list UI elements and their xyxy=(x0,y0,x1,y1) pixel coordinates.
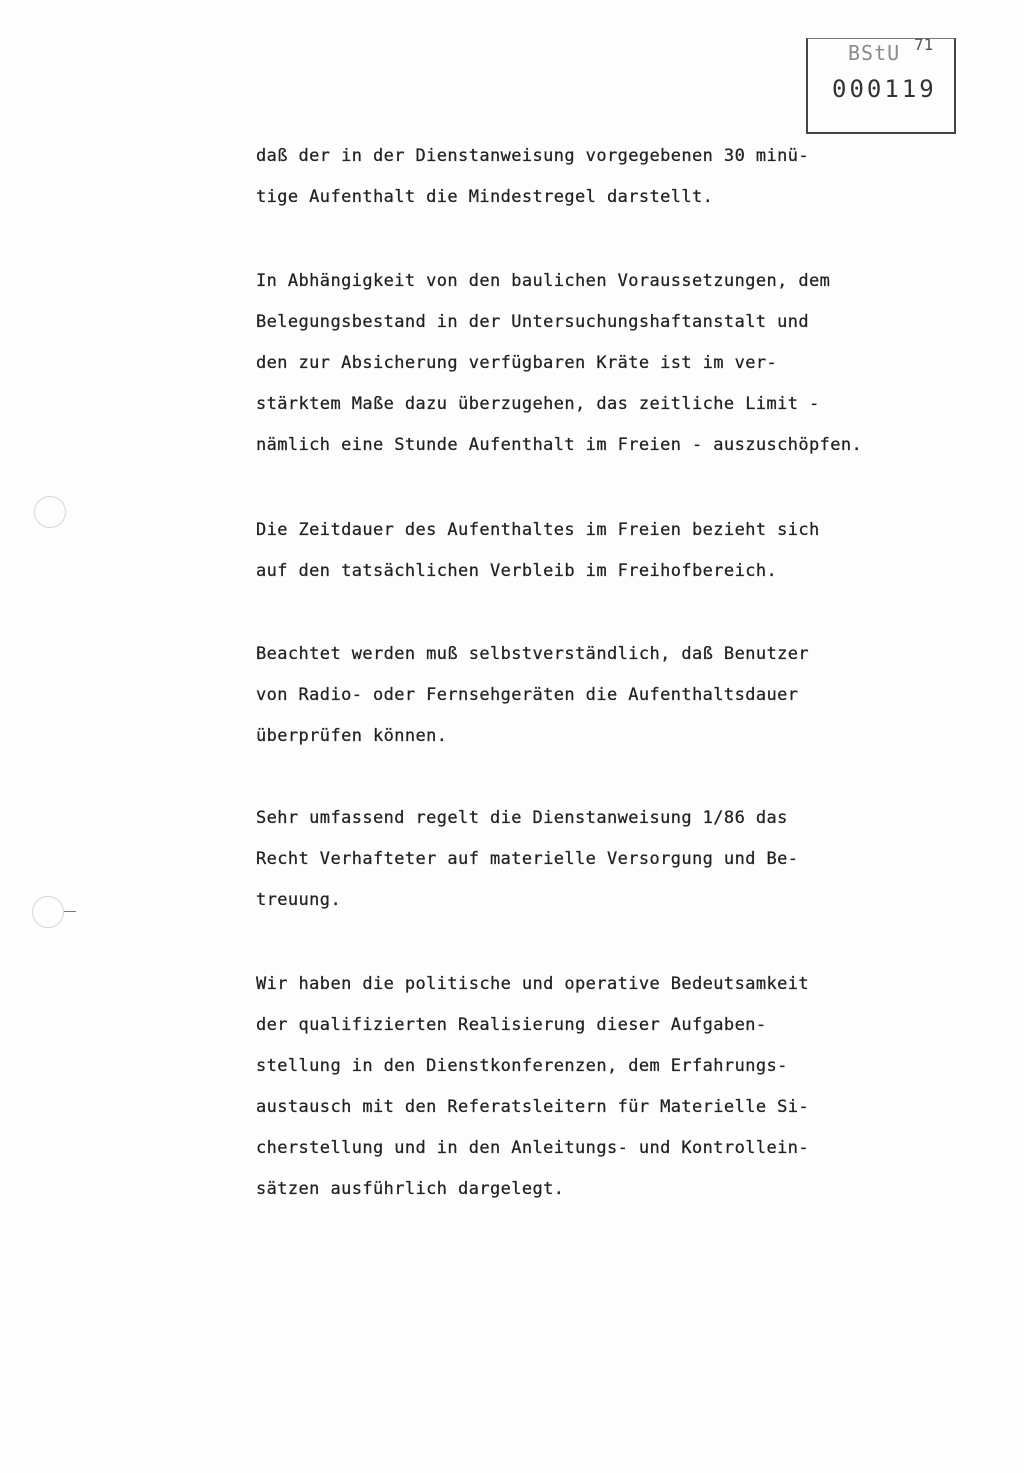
text-line: Sehr umfassend regelt die Dienstanweisung 1/86 das xyxy=(256,808,788,828)
stamp-document-number: 000119 xyxy=(832,75,937,103)
text-line: von Radio- oder Fernsehgeräten die Aufenthaltsdauer xyxy=(256,685,799,705)
text-line: Die Zeitdauer des Aufenthaltes im Freien bezieht sich xyxy=(256,520,820,540)
text-line: überprüfen können. xyxy=(256,726,448,746)
text-line: daß der in der Dienstanweisung vorgegebenen 30 minü- xyxy=(256,146,810,166)
text-line: tige Aufenthalt die Mindestregel darstellt. xyxy=(256,187,714,207)
text-line: Belegungsbestand in der Untersuchungshaftanstalt und xyxy=(256,312,810,332)
paragraph-5 xyxy=(256,798,996,921)
text-line: In Abhängigkeit von den baulichen Voraussetzungen, dem xyxy=(256,271,831,291)
text-line: den zur Absicherung verfügbaren Kräte ist im ver- xyxy=(256,353,778,373)
text-line: sätzen ausführlich dargelegt. xyxy=(256,1179,565,1199)
text-line: Beachtet werden muß selbstverständlich, daß Benutzer xyxy=(256,644,810,664)
text-line: stärktem Maße dazu überzugehen, das zeitliche Limit - xyxy=(256,394,820,414)
punch-hole-mark xyxy=(34,496,66,528)
text-line: der qualifizierten Realisierung dieser Aufgaben- xyxy=(256,1015,767,1035)
paragraph-3 xyxy=(256,510,996,592)
paragraph-6 xyxy=(256,964,996,1210)
text-line: austausch mit den Referatsleitern für Materielle Si- xyxy=(256,1097,810,1117)
text-line: stellung in den Dienstkonferenzen, dem Erfahrungs- xyxy=(256,1056,788,1076)
stamp-archive-label: BStU xyxy=(848,41,901,65)
text-line: Recht Verhafteter auf materielle Versorgung und Be- xyxy=(256,849,799,869)
text-line: Wir haben die politische und operative Bedeutsamkeit xyxy=(256,974,810,994)
paragraph-2 xyxy=(256,261,996,466)
margin-dash xyxy=(64,911,76,912)
text-line: nämlich eine Stunde Aufenthalt im Freien - auszuschöpfen. xyxy=(256,435,863,455)
text-line: auf den tatsächlichen Verbleib im Freihofbereich. xyxy=(256,561,778,581)
text-line: cherstellung und in den Anleitungs- und Kontrollein- xyxy=(256,1138,810,1158)
text-line: treuung. xyxy=(256,890,342,910)
paragraph-1 xyxy=(256,136,996,218)
archive-stamp xyxy=(806,35,956,134)
paragraph-4 xyxy=(256,634,996,757)
stamp-page-number: 71 xyxy=(914,35,934,54)
punch-hole-mark xyxy=(32,896,64,928)
